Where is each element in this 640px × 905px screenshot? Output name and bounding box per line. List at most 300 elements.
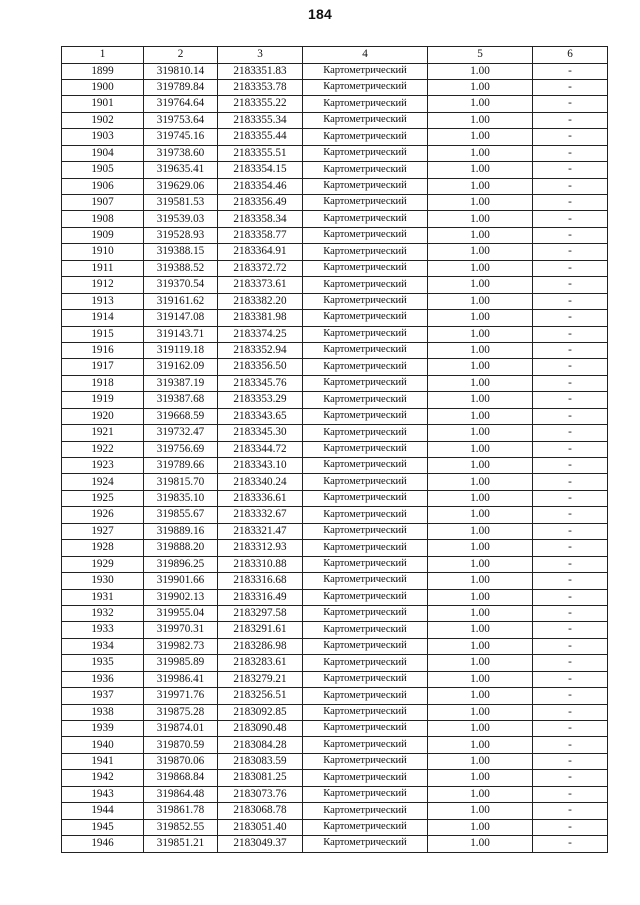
marker-cell: - — [533, 375, 608, 391]
accuracy-cell: 1.00 — [428, 622, 533, 638]
method-cell: Картометрический — [303, 688, 428, 704]
point-number-cell: 1939 — [62, 721, 144, 737]
accuracy-cell: 1.00 — [428, 79, 533, 95]
y-coordinate-cell: 2183321.47 — [218, 523, 303, 539]
marker-cell: - — [533, 573, 608, 589]
table-row — [62, 129, 608, 145]
method-cell: Картометрический — [303, 293, 428, 309]
method-cell: Картометрический — [303, 622, 428, 638]
x-coordinate-cell: 319143.71 — [144, 326, 218, 342]
marker-cell: - — [533, 507, 608, 523]
method-cell: Картометрический — [303, 392, 428, 408]
method-cell: Картометрический — [303, 227, 428, 243]
x-coordinate-cell: 319870.06 — [144, 753, 218, 769]
column-header-marker: 6 — [533, 47, 608, 64]
method-cell: Картометрический — [303, 458, 428, 474]
accuracy-cell: 1.00 — [428, 211, 533, 227]
x-coordinate-cell: 319889.16 — [144, 523, 218, 539]
column-header-point-number: 1 — [62, 47, 144, 64]
table-row — [62, 753, 608, 769]
y-coordinate-cell: 2183283.61 — [218, 655, 303, 671]
point-number-cell: 1943 — [62, 786, 144, 802]
y-coordinate-cell: 2183312.93 — [218, 540, 303, 556]
table-row — [62, 589, 608, 605]
point-number-cell: 1908 — [62, 211, 144, 227]
point-number-cell: 1909 — [62, 227, 144, 243]
marker-cell: - — [533, 770, 608, 786]
table-row — [62, 638, 608, 654]
point-number-cell: 1922 — [62, 441, 144, 457]
table-row — [62, 803, 608, 819]
marker-cell: - — [533, 162, 608, 178]
point-number-cell: 1904 — [62, 145, 144, 161]
y-coordinate-cell: 2183356.49 — [218, 195, 303, 211]
accuracy-cell: 1.00 — [428, 63, 533, 79]
point-number-cell: 1934 — [62, 638, 144, 654]
method-cell: Картометрический — [303, 277, 428, 293]
x-coordinate-cell: 319756.69 — [144, 441, 218, 457]
table-row — [62, 671, 608, 687]
marker-cell: - — [533, 277, 608, 293]
table-body — [62, 63, 608, 852]
y-coordinate-cell: 2183332.67 — [218, 507, 303, 523]
marker-cell: - — [533, 112, 608, 128]
point-number-cell: 1906 — [62, 178, 144, 194]
marker-cell: - — [533, 425, 608, 441]
marker-cell: - — [533, 145, 608, 161]
point-number-cell: 1946 — [62, 836, 144, 852]
method-cell: Картометрический — [303, 178, 428, 194]
marker-cell: - — [533, 293, 608, 309]
method-cell: Картометрический — [303, 540, 428, 556]
table-row — [62, 507, 608, 523]
x-coordinate-cell: 319985.89 — [144, 655, 218, 671]
y-coordinate-cell: 2183364.91 — [218, 244, 303, 260]
table-row — [62, 540, 608, 556]
y-coordinate-cell: 2183090.48 — [218, 721, 303, 737]
x-coordinate-cell: 319539.03 — [144, 211, 218, 227]
y-coordinate-cell: 2183344.72 — [218, 441, 303, 457]
y-coordinate-cell: 2183358.77 — [218, 227, 303, 243]
y-coordinate-cell: 2183340.24 — [218, 474, 303, 490]
accuracy-cell: 1.00 — [428, 803, 533, 819]
method-cell: Картометрический — [303, 112, 428, 128]
y-coordinate-cell: 2183345.76 — [218, 375, 303, 391]
marker-cell: - — [533, 96, 608, 112]
marker-cell: - — [533, 63, 608, 79]
method-cell: Картометрический — [303, 96, 428, 112]
table-row — [62, 836, 608, 852]
table-row — [62, 310, 608, 326]
accuracy-cell: 1.00 — [428, 408, 533, 424]
accuracy-cell: 1.00 — [428, 195, 533, 211]
x-coordinate-cell: 319888.20 — [144, 540, 218, 556]
y-coordinate-cell: 2183279.21 — [218, 671, 303, 687]
marker-cell: - — [533, 178, 608, 194]
table-row — [62, 145, 608, 161]
y-coordinate-cell: 2183355.34 — [218, 112, 303, 128]
table-row — [62, 425, 608, 441]
table-row — [62, 770, 608, 786]
x-coordinate-cell: 319161.62 — [144, 293, 218, 309]
table-row — [62, 260, 608, 276]
marker-cell: - — [533, 803, 608, 819]
point-number-cell: 1917 — [62, 359, 144, 375]
point-number-cell: 1941 — [62, 753, 144, 769]
accuracy-cell: 1.00 — [428, 507, 533, 523]
point-number-cell: 1911 — [62, 260, 144, 276]
point-number-cell: 1915 — [62, 326, 144, 342]
x-coordinate-cell: 319970.31 — [144, 622, 218, 638]
method-cell: Картометрический — [303, 441, 428, 457]
accuracy-cell: 1.00 — [428, 753, 533, 769]
x-coordinate-cell: 319387.68 — [144, 392, 218, 408]
table-row — [62, 195, 608, 211]
method-cell: Картометрический — [303, 211, 428, 227]
x-coordinate-cell: 319874.01 — [144, 721, 218, 737]
accuracy-cell: 1.00 — [428, 819, 533, 835]
accuracy-cell: 1.00 — [428, 178, 533, 194]
point-number-cell: 1933 — [62, 622, 144, 638]
method-cell: Картометрический — [303, 79, 428, 95]
accuracy-cell: 1.00 — [428, 704, 533, 720]
accuracy-cell: 1.00 — [428, 244, 533, 260]
accuracy-cell: 1.00 — [428, 162, 533, 178]
x-coordinate-cell: 319388.52 — [144, 260, 218, 276]
accuracy-cell: 1.00 — [428, 260, 533, 276]
y-coordinate-cell: 2183051.40 — [218, 819, 303, 835]
table-header-row — [62, 47, 608, 64]
method-cell: Картометрический — [303, 408, 428, 424]
method-cell: Картометрический — [303, 573, 428, 589]
point-number-cell: 1927 — [62, 523, 144, 539]
x-coordinate-cell: 319668.59 — [144, 408, 218, 424]
table-row — [62, 277, 608, 293]
table-row — [62, 737, 608, 753]
accuracy-cell: 1.00 — [428, 556, 533, 572]
method-cell: Картометрический — [303, 490, 428, 506]
accuracy-cell: 1.00 — [428, 490, 533, 506]
marker-cell: - — [533, 326, 608, 342]
x-coordinate-cell: 319162.09 — [144, 359, 218, 375]
x-coordinate-cell: 319810.14 — [144, 63, 218, 79]
accuracy-cell: 1.00 — [428, 655, 533, 671]
marker-cell: - — [533, 589, 608, 605]
y-coordinate-cell: 2183343.10 — [218, 458, 303, 474]
x-coordinate-cell: 319753.64 — [144, 112, 218, 128]
marker-cell: - — [533, 342, 608, 358]
marker-cell: - — [533, 605, 608, 621]
accuracy-cell: 1.00 — [428, 375, 533, 391]
accuracy-cell: 1.00 — [428, 671, 533, 687]
point-number-cell: 1905 — [62, 162, 144, 178]
method-cell: Картометрический — [303, 589, 428, 605]
method-cell: Картометрический — [303, 523, 428, 539]
marker-cell: - — [533, 540, 608, 556]
y-coordinate-cell: 2183355.51 — [218, 145, 303, 161]
marker-cell: - — [533, 79, 608, 95]
x-coordinate-cell: 319387.19 — [144, 375, 218, 391]
table-row — [62, 474, 608, 490]
x-coordinate-cell: 319745.16 — [144, 129, 218, 145]
method-cell: Картометрический — [303, 655, 428, 671]
y-coordinate-cell: 2183291.61 — [218, 622, 303, 638]
x-coordinate-cell: 319388.15 — [144, 244, 218, 260]
point-number-cell: 1942 — [62, 770, 144, 786]
y-coordinate-cell: 2183316.49 — [218, 589, 303, 605]
method-cell: Картометрический — [303, 671, 428, 687]
y-coordinate-cell: 2183286.98 — [218, 638, 303, 654]
method-cell: Картометрический — [303, 244, 428, 260]
accuracy-cell: 1.00 — [428, 474, 533, 490]
page-number: 184 — [308, 6, 332, 22]
column-header-y-coordinate: 3 — [218, 47, 303, 64]
table-row — [62, 490, 608, 506]
table-row — [62, 63, 608, 79]
y-coordinate-cell: 2183345.30 — [218, 425, 303, 441]
point-number-cell: 1921 — [62, 425, 144, 441]
x-coordinate-cell: 319875.28 — [144, 704, 218, 720]
method-cell: Картометрический — [303, 162, 428, 178]
accuracy-cell: 1.00 — [428, 770, 533, 786]
point-number-cell: 1910 — [62, 244, 144, 260]
accuracy-cell: 1.00 — [428, 786, 533, 802]
table-row — [62, 655, 608, 671]
x-coordinate-cell: 319896.25 — [144, 556, 218, 572]
table-row — [62, 523, 608, 539]
x-coordinate-cell: 319629.06 — [144, 178, 218, 194]
point-number-cell: 1902 — [62, 112, 144, 128]
accuracy-cell: 1.00 — [428, 310, 533, 326]
x-coordinate-cell: 319864.48 — [144, 786, 218, 802]
method-cell: Картометрический — [303, 786, 428, 802]
table-row — [62, 688, 608, 704]
accuracy-cell: 1.00 — [428, 458, 533, 474]
method-cell: Картометрический — [303, 326, 428, 342]
point-number-cell: 1937 — [62, 688, 144, 704]
point-number-cell: 1901 — [62, 96, 144, 112]
accuracy-cell: 1.00 — [428, 836, 533, 852]
x-coordinate-cell: 319902.13 — [144, 589, 218, 605]
y-coordinate-cell: 2183358.34 — [218, 211, 303, 227]
point-number-cell: 1924 — [62, 474, 144, 490]
method-cell: Картометрический — [303, 737, 428, 753]
method-cell: Картометрический — [303, 359, 428, 375]
x-coordinate-cell: 319971.76 — [144, 688, 218, 704]
marker-cell: - — [533, 671, 608, 687]
marker-cell: - — [533, 244, 608, 260]
x-coordinate-cell: 319982.73 — [144, 638, 218, 654]
point-number-cell: 1903 — [62, 129, 144, 145]
accuracy-cell: 1.00 — [428, 96, 533, 112]
method-cell: Картометрический — [303, 836, 428, 852]
accuracy-cell: 1.00 — [428, 605, 533, 621]
marker-cell: - — [533, 392, 608, 408]
marker-cell: - — [533, 655, 608, 671]
y-coordinate-cell: 2183353.78 — [218, 79, 303, 95]
y-coordinate-cell: 2183297.58 — [218, 605, 303, 621]
y-coordinate-cell: 2183073.76 — [218, 786, 303, 802]
method-cell: Картометрический — [303, 63, 428, 79]
x-coordinate-cell: 319870.59 — [144, 737, 218, 753]
point-number-cell: 1916 — [62, 342, 144, 358]
marker-cell: - — [533, 195, 608, 211]
method-cell: Картометрический — [303, 721, 428, 737]
method-cell: Картометрический — [303, 605, 428, 621]
method-cell: Картометрический — [303, 310, 428, 326]
marker-cell: - — [533, 408, 608, 424]
table-row — [62, 326, 608, 342]
accuracy-cell: 1.00 — [428, 737, 533, 753]
y-coordinate-cell: 2183351.83 — [218, 63, 303, 79]
x-coordinate-cell: 319835.10 — [144, 490, 218, 506]
point-number-cell: 1920 — [62, 408, 144, 424]
table-row — [62, 375, 608, 391]
marker-cell: - — [533, 688, 608, 704]
point-number-cell: 1940 — [62, 737, 144, 753]
x-coordinate-cell: 319738.60 — [144, 145, 218, 161]
y-coordinate-cell: 2183084.28 — [218, 737, 303, 753]
marker-cell: - — [533, 737, 608, 753]
marker-cell: - — [533, 786, 608, 802]
accuracy-cell: 1.00 — [428, 129, 533, 145]
y-coordinate-cell: 2183372.72 — [218, 260, 303, 276]
accuracy-cell: 1.00 — [428, 392, 533, 408]
y-coordinate-cell: 2183354.46 — [218, 178, 303, 194]
y-coordinate-cell: 2183336.61 — [218, 490, 303, 506]
table-row — [62, 392, 608, 408]
method-cell: Картометрический — [303, 507, 428, 523]
marker-cell: - — [533, 704, 608, 720]
x-coordinate-cell: 319789.66 — [144, 458, 218, 474]
accuracy-cell: 1.00 — [428, 145, 533, 161]
method-cell: Картометрический — [303, 425, 428, 441]
accuracy-cell: 1.00 — [428, 227, 533, 243]
method-cell: Картометрический — [303, 145, 428, 161]
y-coordinate-cell: 2183068.78 — [218, 803, 303, 819]
method-cell: Картометрический — [303, 342, 428, 358]
point-number-cell: 1931 — [62, 589, 144, 605]
x-coordinate-cell: 319370.54 — [144, 277, 218, 293]
marker-cell: - — [533, 458, 608, 474]
table-row — [62, 819, 608, 835]
y-coordinate-cell: 2183382.20 — [218, 293, 303, 309]
table-row — [62, 96, 608, 112]
method-cell: Картометрический — [303, 753, 428, 769]
table-row — [62, 244, 608, 260]
marker-cell: - — [533, 622, 608, 638]
table-row — [62, 441, 608, 457]
accuracy-cell: 1.00 — [428, 359, 533, 375]
accuracy-cell: 1.00 — [428, 523, 533, 539]
point-number-cell: 1944 — [62, 803, 144, 819]
table-row — [62, 211, 608, 227]
point-number-cell: 1907 — [62, 195, 144, 211]
table-row — [62, 112, 608, 128]
marker-cell: - — [533, 556, 608, 572]
y-coordinate-cell: 2183256.51 — [218, 688, 303, 704]
accuracy-cell: 1.00 — [428, 540, 533, 556]
marker-cell: - — [533, 638, 608, 654]
accuracy-cell: 1.00 — [428, 326, 533, 342]
point-number-cell: 1938 — [62, 704, 144, 720]
y-coordinate-cell: 2183355.44 — [218, 129, 303, 145]
method-cell: Картометрический — [303, 129, 428, 145]
y-coordinate-cell: 2183373.61 — [218, 277, 303, 293]
x-coordinate-cell: 319852.55 — [144, 819, 218, 835]
y-coordinate-cell: 2183083.59 — [218, 753, 303, 769]
x-coordinate-cell: 319635.41 — [144, 162, 218, 178]
method-cell: Картометрический — [303, 638, 428, 654]
table-row — [62, 342, 608, 358]
point-number-cell: 1930 — [62, 573, 144, 589]
y-coordinate-cell: 2183049.37 — [218, 836, 303, 852]
table-row — [62, 605, 608, 621]
table-row — [62, 704, 608, 720]
table-row — [62, 622, 608, 638]
marker-cell: - — [533, 211, 608, 227]
accuracy-cell: 1.00 — [428, 688, 533, 704]
table-row — [62, 556, 608, 572]
y-coordinate-cell: 2183081.25 — [218, 770, 303, 786]
marker-cell: - — [533, 474, 608, 490]
y-coordinate-cell: 2183316.68 — [218, 573, 303, 589]
y-coordinate-cell: 2183354.15 — [218, 162, 303, 178]
table-row — [62, 408, 608, 424]
method-cell: Картометрический — [303, 195, 428, 211]
x-coordinate-cell: 319528.93 — [144, 227, 218, 243]
point-number-cell: 1929 — [62, 556, 144, 572]
y-coordinate-cell: 2183343.65 — [218, 408, 303, 424]
marker-cell: - — [533, 441, 608, 457]
x-coordinate-cell: 319815.70 — [144, 474, 218, 490]
point-number-cell: 1928 — [62, 540, 144, 556]
table-row — [62, 359, 608, 375]
x-coordinate-cell: 319861.78 — [144, 803, 218, 819]
method-cell: Картометрический — [303, 260, 428, 276]
x-coordinate-cell: 319855.67 — [144, 507, 218, 523]
table-row — [62, 293, 608, 309]
y-coordinate-cell: 2183352.94 — [218, 342, 303, 358]
method-cell: Картометрический — [303, 474, 428, 490]
marker-cell: - — [533, 836, 608, 852]
marker-cell: - — [533, 753, 608, 769]
accuracy-cell: 1.00 — [428, 277, 533, 293]
x-coordinate-cell: 319581.53 — [144, 195, 218, 211]
accuracy-cell: 1.00 — [428, 112, 533, 128]
method-cell: Картометрический — [303, 704, 428, 720]
column-header-accuracy: 5 — [428, 47, 533, 64]
point-number-cell: 1919 — [62, 392, 144, 408]
marker-cell: - — [533, 359, 608, 375]
method-cell: Картометрический — [303, 375, 428, 391]
point-number-cell: 1935 — [62, 655, 144, 671]
y-coordinate-cell: 2183356.50 — [218, 359, 303, 375]
table-row — [62, 786, 608, 802]
point-number-cell: 1914 — [62, 310, 144, 326]
method-cell: Картометрический — [303, 556, 428, 572]
marker-cell: - — [533, 310, 608, 326]
point-number-cell: 1913 — [62, 293, 144, 309]
point-number-cell: 1925 — [62, 490, 144, 506]
x-coordinate-cell: 319986.41 — [144, 671, 218, 687]
accuracy-cell: 1.00 — [428, 342, 533, 358]
x-coordinate-cell: 319901.66 — [144, 573, 218, 589]
y-coordinate-cell: 2183310.88 — [218, 556, 303, 572]
accuracy-cell: 1.00 — [428, 441, 533, 457]
accuracy-cell: 1.00 — [428, 573, 533, 589]
method-cell: Картометрический — [303, 803, 428, 819]
